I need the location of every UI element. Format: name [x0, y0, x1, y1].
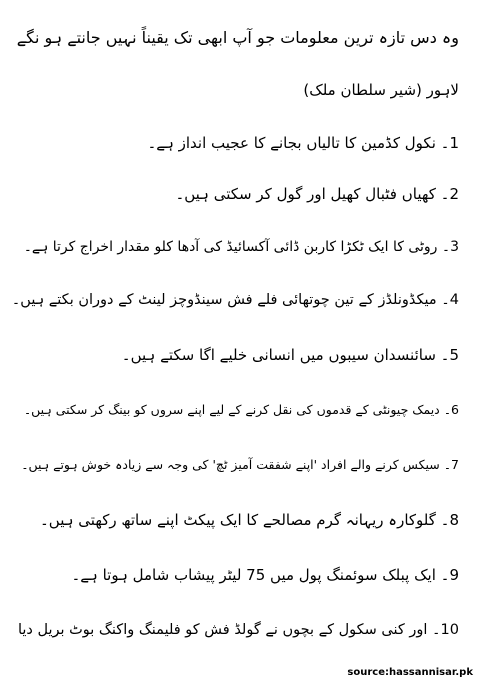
- list-item: 5۔ سائنسدان سیبوں میں انسانی خلیے اگا سکتے ہیں۔: [121, 346, 459, 364]
- list-item: 2۔ کھیاں فٹبال کھیل اور گول کر سکتی ہیں۔: [175, 185, 459, 203]
- list-item: 4۔ میکڈونلڈز کے تین چوتھائی فلے فش سینڈوچز لینٹ کے دوران بکتے ہیں۔: [11, 292, 459, 308]
- source-credit: source:hassannisar.pk: [347, 667, 473, 678]
- list-item: 9۔ ایک پبلک سوئمنگ پول میں 75 لیٹر پیشاب شامل ہوتا ہے۔: [71, 566, 459, 584]
- list-item: 1۔ نکول کڈمین کا تالیاں بجانے کا عجیب انداز ہے۔: [147, 134, 459, 152]
- list-item: 7۔ سیکس کرنے والے افراد 'اپنے شفقت آمیز ٹچ' کی وجہ سے زیادہ خوش ہوتے ہیں۔: [21, 457, 459, 472]
- list-item: 6۔ دیمک چیونٹی کے قدموں کی نقل کرنے کے لیے اپنے سروں کو بینگ کر سکتی ہیں۔: [23, 402, 459, 417]
- article-title: وہ دس تازہ ترین معلومات جو آپ ابھی تک یقیناً نہیں جانتے ہو نگے: [16, 28, 459, 47]
- list-item: 3۔ روٹی کا ایک ٹکڑا کاربن ڈائی آکسائیڈ کی آدھا کلو مقدار اخراج کرتا ہے۔: [23, 239, 459, 255]
- list-item: 8۔ گلوکارہ ریہانہ گرم مصالحے کا ایک پیکٹ اپنے ساتھ رکھتی ہیں۔: [40, 511, 459, 529]
- article-byline: لاہور (شیر سلطان ملک): [303, 81, 459, 99]
- list-item: 10۔ اور کنی سکول کے بچوں نے گولڈ فش کو فلیمنگ واکنگ بوٹ بریل دیا: [17, 622, 459, 638]
